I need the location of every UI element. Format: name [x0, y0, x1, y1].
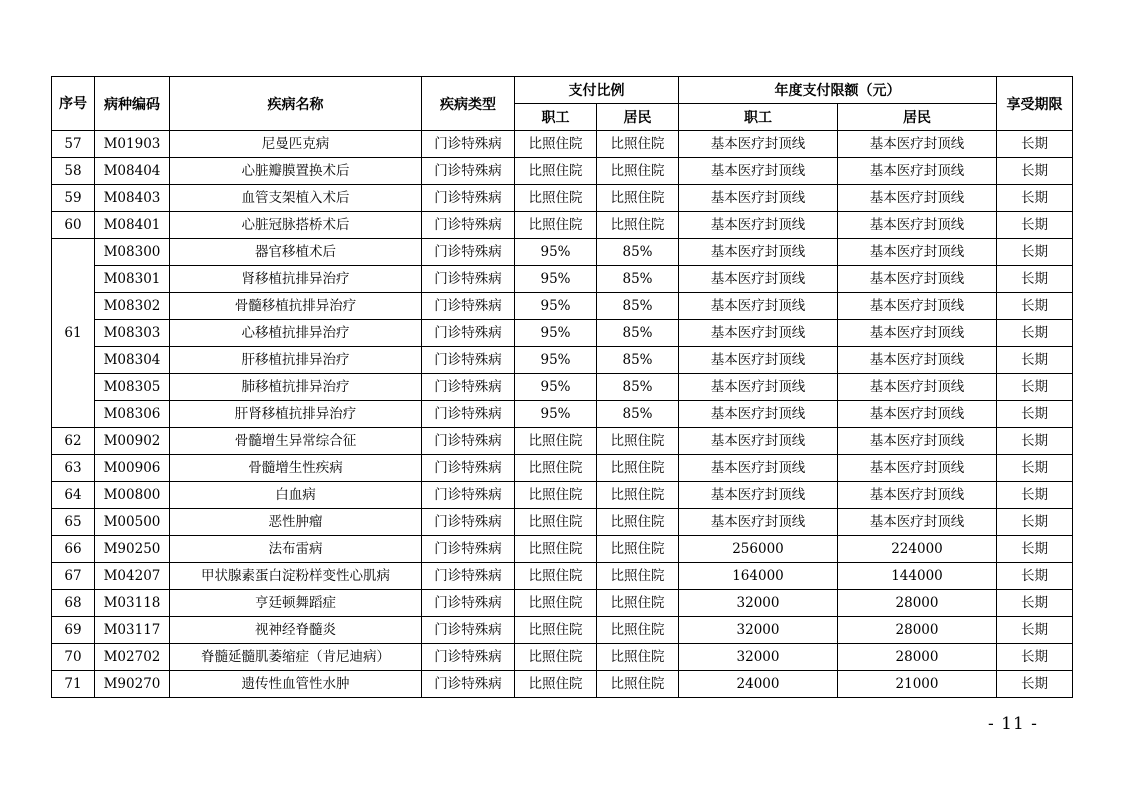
cell-code: M08306	[95, 401, 170, 428]
cell-code: M08302	[95, 293, 170, 320]
cell-type: 门诊特殊病	[422, 131, 515, 158]
cell-period: 长期	[997, 563, 1073, 590]
cell-limit-resident: 基本医疗封顶线	[838, 401, 997, 428]
cell-period: 长期	[997, 617, 1073, 644]
header-limit-resident: 居民	[838, 104, 997, 131]
cell-code: M08303	[95, 320, 170, 347]
cell-name: 恶性肿瘤	[170, 509, 422, 536]
cell-ratio-employee: 比照住院	[515, 428, 597, 455]
cell-ratio-resident: 85%	[597, 266, 679, 293]
cell-ratio-employee: 比照住院	[515, 455, 597, 482]
cell-type: 门诊特殊病	[422, 374, 515, 401]
header-ratio-employee: 职工	[515, 104, 597, 131]
cell-period: 长期	[997, 455, 1073, 482]
cell-type: 门诊特殊病	[422, 347, 515, 374]
cell-seq: 60	[52, 212, 95, 239]
cell-period: 长期	[997, 644, 1073, 671]
cell-ratio-resident: 比照住院	[597, 671, 679, 698]
cell-ratio-resident: 比照住院	[597, 482, 679, 509]
cell-limit-resident: 28000	[838, 617, 997, 644]
cell-period: 长期	[997, 482, 1073, 509]
cell-limit-resident: 基本医疗封顶线	[838, 185, 997, 212]
cell-code: M00902	[95, 428, 170, 455]
cell-period: 长期	[997, 266, 1073, 293]
cell-ratio-resident: 比照住院	[597, 131, 679, 158]
cell-seq: 61	[52, 239, 95, 428]
cell-ratio-employee: 比照住院	[515, 158, 597, 185]
cell-limit-resident: 基本医疗封顶线	[838, 131, 997, 158]
table-row	[52, 509, 1073, 536]
cell-limit-resident: 基本医疗封顶线	[838, 374, 997, 401]
cell-limit-resident: 基本医疗封顶线	[838, 212, 997, 239]
cell-type: 门诊特殊病	[422, 266, 515, 293]
cell-seq: 58	[52, 158, 95, 185]
cell-type: 门诊特殊病	[422, 293, 515, 320]
cell-limit-employee: 基本医疗封顶线	[679, 428, 838, 455]
cell-name: 血管支架植入术后	[170, 185, 422, 212]
cell-name: 尼曼匹克病	[170, 131, 422, 158]
cell-limit-employee: 基本医疗封顶线	[679, 455, 838, 482]
cell-period: 长期	[997, 401, 1073, 428]
table-row	[52, 563, 1073, 590]
cell-ratio-employee: 比照住院	[515, 131, 597, 158]
cell-limit-resident: 28000	[838, 644, 997, 671]
cell-limit-employee: 基本医疗封顶线	[679, 293, 838, 320]
cell-code: M90250	[95, 536, 170, 563]
cell-limit-employee: 基本医疗封顶线	[679, 158, 838, 185]
cell-limit-resident: 基本医疗封顶线	[838, 158, 997, 185]
cell-limit-resident: 基本医疗封顶线	[838, 482, 997, 509]
table-row	[52, 293, 1073, 320]
cell-ratio-employee: 比照住院	[515, 590, 597, 617]
table-row	[52, 536, 1073, 563]
header-seq: 序号	[52, 77, 95, 131]
cell-ratio-employee: 95%	[515, 374, 597, 401]
cell-type: 门诊特殊病	[422, 401, 515, 428]
cell-type: 门诊特殊病	[422, 158, 515, 185]
cell-code: M08300	[95, 239, 170, 266]
table-row	[52, 590, 1073, 617]
cell-period: 长期	[997, 428, 1073, 455]
cell-name: 法布雷病	[170, 536, 422, 563]
table-row	[52, 266, 1073, 293]
cell-limit-employee: 基本医疗封顶线	[679, 131, 838, 158]
cell-limit-employee: 基本医疗封顶线	[679, 185, 838, 212]
cell-ratio-employee: 比照住院	[515, 509, 597, 536]
header-period: 享受期限	[997, 77, 1073, 131]
cell-ratio-employee: 95%	[515, 401, 597, 428]
cell-type: 门诊特殊病	[422, 482, 515, 509]
table-row	[52, 212, 1073, 239]
cell-ratio-resident: 85%	[597, 374, 679, 401]
cell-limit-resident: 基本医疗封顶线	[838, 266, 997, 293]
disease-table	[51, 76, 1073, 698]
cell-limit-employee: 基本医疗封顶线	[679, 266, 838, 293]
cell-name: 肝移植抗排异治疗	[170, 347, 422, 374]
cell-name: 心移植抗排异治疗	[170, 320, 422, 347]
cell-ratio-employee: 比照住院	[515, 617, 597, 644]
cell-ratio-employee: 95%	[515, 293, 597, 320]
cell-name: 骨髓增生性疾病	[170, 455, 422, 482]
table-row	[52, 158, 1073, 185]
cell-code: M90270	[95, 671, 170, 698]
cell-type: 门诊特殊病	[422, 239, 515, 266]
cell-ratio-resident: 比照住院	[597, 563, 679, 590]
table-row	[52, 239, 1073, 266]
table-row	[52, 617, 1073, 644]
cell-period: 长期	[997, 293, 1073, 320]
cell-ratio-resident: 比照住院	[597, 212, 679, 239]
header-type: 疾病类型	[422, 77, 515, 131]
cell-code: M00500	[95, 509, 170, 536]
cell-limit-resident: 基本医疗封顶线	[838, 455, 997, 482]
cell-ratio-employee: 比照住院	[515, 185, 597, 212]
cell-code: M00800	[95, 482, 170, 509]
cell-limit-resident: 基本医疗封顶线	[838, 347, 997, 374]
cell-period: 长期	[997, 347, 1073, 374]
cell-name: 亨廷顿舞蹈症	[170, 590, 422, 617]
cell-name: 遗传性血管性水肿	[170, 671, 422, 698]
cell-ratio-employee: 比照住院	[515, 644, 597, 671]
cell-type: 门诊特殊病	[422, 509, 515, 536]
cell-type: 门诊特殊病	[422, 590, 515, 617]
table-row	[52, 320, 1073, 347]
cell-limit-employee: 基本医疗封顶线	[679, 401, 838, 428]
header-code: 病种编码	[95, 77, 170, 131]
cell-seq: 62	[52, 428, 95, 455]
cell-ratio-employee: 95%	[515, 239, 597, 266]
header-pay-ratio: 支付比例	[515, 77, 679, 104]
cell-period: 长期	[997, 185, 1073, 212]
cell-name: 肾移植抗排异治疗	[170, 266, 422, 293]
cell-limit-resident: 224000	[838, 536, 997, 563]
cell-limit-resident: 21000	[838, 671, 997, 698]
cell-limit-employee: 32000	[679, 590, 838, 617]
cell-limit-employee: 基本医疗封顶线	[679, 374, 838, 401]
cell-type: 门诊特殊病	[422, 563, 515, 590]
cell-name: 心脏冠脉搭桥术后	[170, 212, 422, 239]
cell-period: 长期	[997, 590, 1073, 617]
cell-ratio-employee: 比照住院	[515, 563, 597, 590]
cell-code: M00906	[95, 455, 170, 482]
cell-name: 肺移植抗排异治疗	[170, 374, 422, 401]
cell-limit-employee: 32000	[679, 617, 838, 644]
cell-seq: 71	[52, 671, 95, 698]
cell-ratio-employee: 比照住院	[515, 482, 597, 509]
cell-limit-employee: 基本医疗封顶线	[679, 509, 838, 536]
cell-seq: 68	[52, 590, 95, 617]
cell-type: 门诊特殊病	[422, 185, 515, 212]
header-ratio-resident: 居民	[597, 104, 679, 131]
cell-ratio-resident: 比照住院	[597, 590, 679, 617]
cell-ratio-employee: 95%	[515, 320, 597, 347]
cell-seq: 57	[52, 131, 95, 158]
table-header	[52, 77, 1073, 131]
cell-name: 骨髓增生异常综合征	[170, 428, 422, 455]
cell-period: 长期	[997, 239, 1073, 266]
cell-seq: 59	[52, 185, 95, 212]
cell-code: M08404	[95, 158, 170, 185]
cell-type: 门诊特殊病	[422, 536, 515, 563]
cell-ratio-resident: 85%	[597, 320, 679, 347]
table-row	[52, 455, 1073, 482]
table-row	[52, 428, 1073, 455]
cell-limit-resident: 28000	[838, 590, 997, 617]
cell-period: 长期	[997, 320, 1073, 347]
cell-seq: 64	[52, 482, 95, 509]
cell-type: 门诊特殊病	[422, 320, 515, 347]
cell-ratio-resident: 85%	[597, 347, 679, 374]
cell-code: M08304	[95, 347, 170, 374]
cell-seq: 67	[52, 563, 95, 590]
table-row	[52, 482, 1073, 509]
cell-seq: 70	[52, 644, 95, 671]
cell-period: 长期	[997, 131, 1073, 158]
cell-ratio-resident: 比照住院	[597, 428, 679, 455]
cell-seq: 66	[52, 536, 95, 563]
cell-period: 长期	[997, 212, 1073, 239]
cell-code: M08403	[95, 185, 170, 212]
cell-ratio-resident: 比照住院	[597, 509, 679, 536]
cell-ratio-resident: 85%	[597, 401, 679, 428]
header-annual-limit: 年度支付限额（元）	[679, 77, 997, 104]
cell-code: M08305	[95, 374, 170, 401]
cell-code: M02702	[95, 644, 170, 671]
cell-ratio-resident: 比照住院	[597, 185, 679, 212]
cell-type: 门诊特殊病	[422, 617, 515, 644]
cell-period: 长期	[997, 374, 1073, 401]
cell-name: 白血病	[170, 482, 422, 509]
cell-name: 肝肾移植抗排异治疗	[170, 401, 422, 428]
header-limit-employee: 职工	[679, 104, 838, 131]
cell-ratio-resident: 比照住院	[597, 644, 679, 671]
cell-name: 视神经脊髓炎	[170, 617, 422, 644]
cell-code: M03117	[95, 617, 170, 644]
cell-type: 门诊特殊病	[422, 212, 515, 239]
table-row	[52, 131, 1073, 158]
table-row	[52, 644, 1073, 671]
cell-ratio-employee: 比照住院	[515, 536, 597, 563]
cell-limit-employee: 基本医疗封顶线	[679, 482, 838, 509]
cell-ratio-employee: 比照住院	[515, 671, 597, 698]
cell-type: 门诊特殊病	[422, 644, 515, 671]
cell-code: M01903	[95, 131, 170, 158]
table-row	[52, 671, 1073, 698]
cell-limit-employee: 基本医疗封顶线	[679, 347, 838, 374]
cell-ratio-resident: 比照住院	[597, 536, 679, 563]
table-row	[52, 401, 1073, 428]
table-row	[52, 185, 1073, 212]
table-row	[52, 374, 1073, 401]
cell-period: 长期	[997, 536, 1073, 563]
cell-period: 长期	[997, 509, 1073, 536]
cell-type: 门诊特殊病	[422, 455, 515, 482]
table-row	[52, 347, 1073, 374]
cell-ratio-resident: 85%	[597, 293, 679, 320]
cell-limit-resident: 基本医疗封顶线	[838, 239, 997, 266]
cell-period: 长期	[997, 671, 1073, 698]
cell-name: 甲状腺素蛋白淀粉样变性心肌病	[170, 563, 422, 590]
cell-limit-resident: 144000	[838, 563, 997, 590]
cell-type: 门诊特殊病	[422, 428, 515, 455]
cell-seq: 63	[52, 455, 95, 482]
cell-limit-employee: 24000	[679, 671, 838, 698]
page-number: - 11 -	[988, 714, 1038, 734]
cell-period: 长期	[997, 158, 1073, 185]
cell-ratio-resident: 比照住院	[597, 158, 679, 185]
cell-code: M03118	[95, 590, 170, 617]
cell-ratio-resident: 85%	[597, 239, 679, 266]
cell-limit-resident: 基本医疗封顶线	[838, 320, 997, 347]
cell-name: 心脏瓣膜置换术后	[170, 158, 422, 185]
cell-type: 门诊特殊病	[422, 671, 515, 698]
cell-code: M08301	[95, 266, 170, 293]
cell-ratio-employee: 95%	[515, 347, 597, 374]
cell-ratio-employee: 比照住院	[515, 212, 597, 239]
cell-limit-resident: 基本医疗封顶线	[838, 509, 997, 536]
cell-ratio-resident: 比照住院	[597, 455, 679, 482]
cell-name: 脊髓延髓肌萎缩症（肯尼迪病）	[170, 644, 422, 671]
cell-limit-employee: 基本医疗封顶线	[679, 212, 838, 239]
cell-code: M04207	[95, 563, 170, 590]
cell-ratio-resident: 比照住院	[597, 617, 679, 644]
cell-name: 器官移植术后	[170, 239, 422, 266]
cell-seq: 69	[52, 617, 95, 644]
cell-code: M08401	[95, 212, 170, 239]
cell-ratio-employee: 95%	[515, 266, 597, 293]
table-body	[52, 131, 1073, 698]
cell-limit-employee: 164000	[679, 563, 838, 590]
header-name: 疾病名称	[170, 77, 422, 131]
cell-limit-employee: 32000	[679, 644, 838, 671]
cell-seq: 65	[52, 509, 95, 536]
cell-limit-resident: 基本医疗封顶线	[838, 428, 997, 455]
cell-name: 骨髓移植抗排异治疗	[170, 293, 422, 320]
cell-limit-employee: 基本医疗封顶线	[679, 239, 838, 266]
cell-limit-employee: 256000	[679, 536, 838, 563]
cell-limit-resident: 基本医疗封顶线	[838, 293, 997, 320]
cell-limit-employee: 基本医疗封顶线	[679, 320, 838, 347]
